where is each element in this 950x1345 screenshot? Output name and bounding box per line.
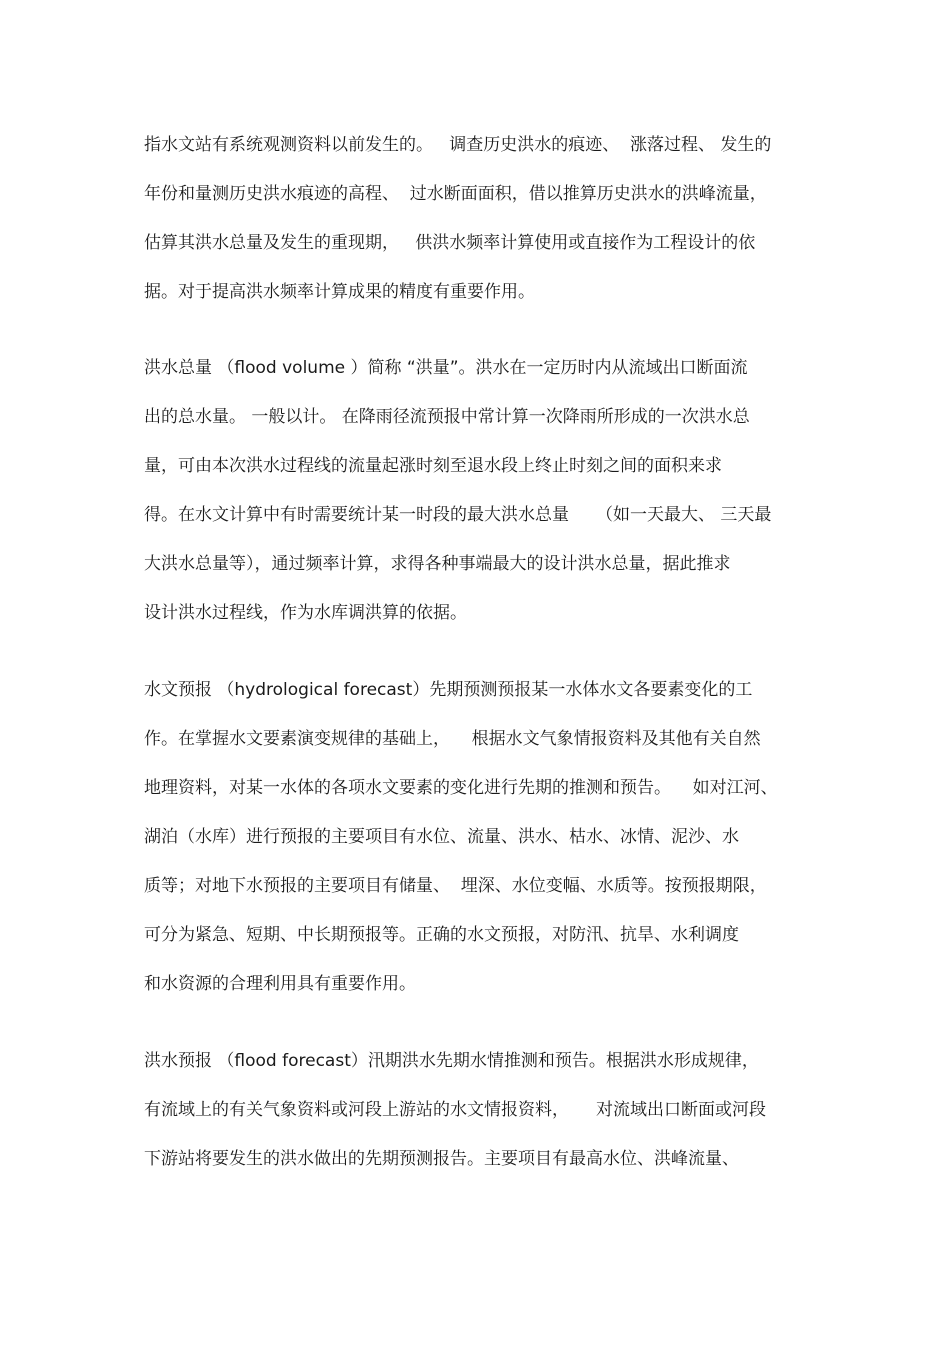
text-line: 据。对于提高洪水频率计算成果的精度有重要作用。 <box>144 282 535 302</box>
text-line: 水文预报 （hydrological forecast）先期预测预报某一水体水文各要素变化的工 <box>144 680 753 700</box>
text-line: 质等；对地下水预报的主要项目有储量、 埋深、水位变幅、水质等。按预报期限， <box>144 876 767 896</box>
text-line: 可分为紧急、短期、中长期预报等。正确的水文预报，对防汛、抗旱、水利调度 <box>144 925 739 945</box>
text-line: 湖泊（水库）进行预报的主要项目有水位、流量、洪水、枯水、冰情、泥沙、水 <box>144 827 739 847</box>
paragraph-flood-forecast <box>144 1049 824 1196</box>
text-line: 设计洪水过程线，作为水库调洪算的依据。 <box>144 603 467 623</box>
paragraph-hydrological-forecast <box>144 678 824 1021</box>
text-line: 估算其洪水总量及发生的重现期， 供洪水频率计算使用或直接作为工程设计的依 <box>144 233 756 253</box>
text-line: 和水资源的合理利用具有重要作用。 <box>144 974 416 994</box>
text-line: 作。在掌握水文要素演变规律的基础上， 根据水文气象情报资料及其他有关自然 <box>144 729 761 749</box>
text-line: 地理资料，对某一水体的各项水文要素的变化进行先期的推测和预告。 如对江河、 <box>144 778 778 798</box>
text-line: 得。在水文计算中有时需要统计某一时段的最大洪水总量 （如一天最大、 三天最 <box>144 505 772 525</box>
text-line: 洪水总量 （flood volume ）简称 “洪量”。洪水在一定历时内从流域出口断面流 <box>144 358 748 378</box>
text-line: 有流域上的有关气象资料或河段上游站的水文情报资料， 对流域出口断面或河段 <box>144 1100 767 1120</box>
text-line: 大洪水总量等），通过频率计算，求得各种事端最大的设计洪水总量，据此推求 <box>144 554 731 574</box>
text-line: 下游站将要发生的洪水做出的先期预测报告。主要项目有最高水位、洪峰流量、 <box>144 1149 739 1169</box>
text-line: 量，可由本次洪水过程线的流量起涨时刻至退水段上终止时刻之间的面积来求 <box>144 456 722 476</box>
text-line: 出的总水量。 一般以计。 在降雨径流预报中常计算一次降雨所形成的一次洪水总 <box>144 407 750 427</box>
text-line: 洪水预报 （flood forecast）汛期洪水先期水情推测和预告。根据洪水形成规律， <box>144 1051 759 1071</box>
paragraph-historical-flood <box>144 133 824 329</box>
text-line: 指水文站有系统观测资料以前发生的。 调查历史洪水的痕迹、 涨落过程、 发生的 <box>144 135 772 155</box>
paragraph-flood-volume <box>144 356 824 650</box>
text-line: 年份和量测历史洪水痕迹的高程、 过水断面面积，借以推算历史洪水的洪峰流量， <box>144 184 767 204</box>
